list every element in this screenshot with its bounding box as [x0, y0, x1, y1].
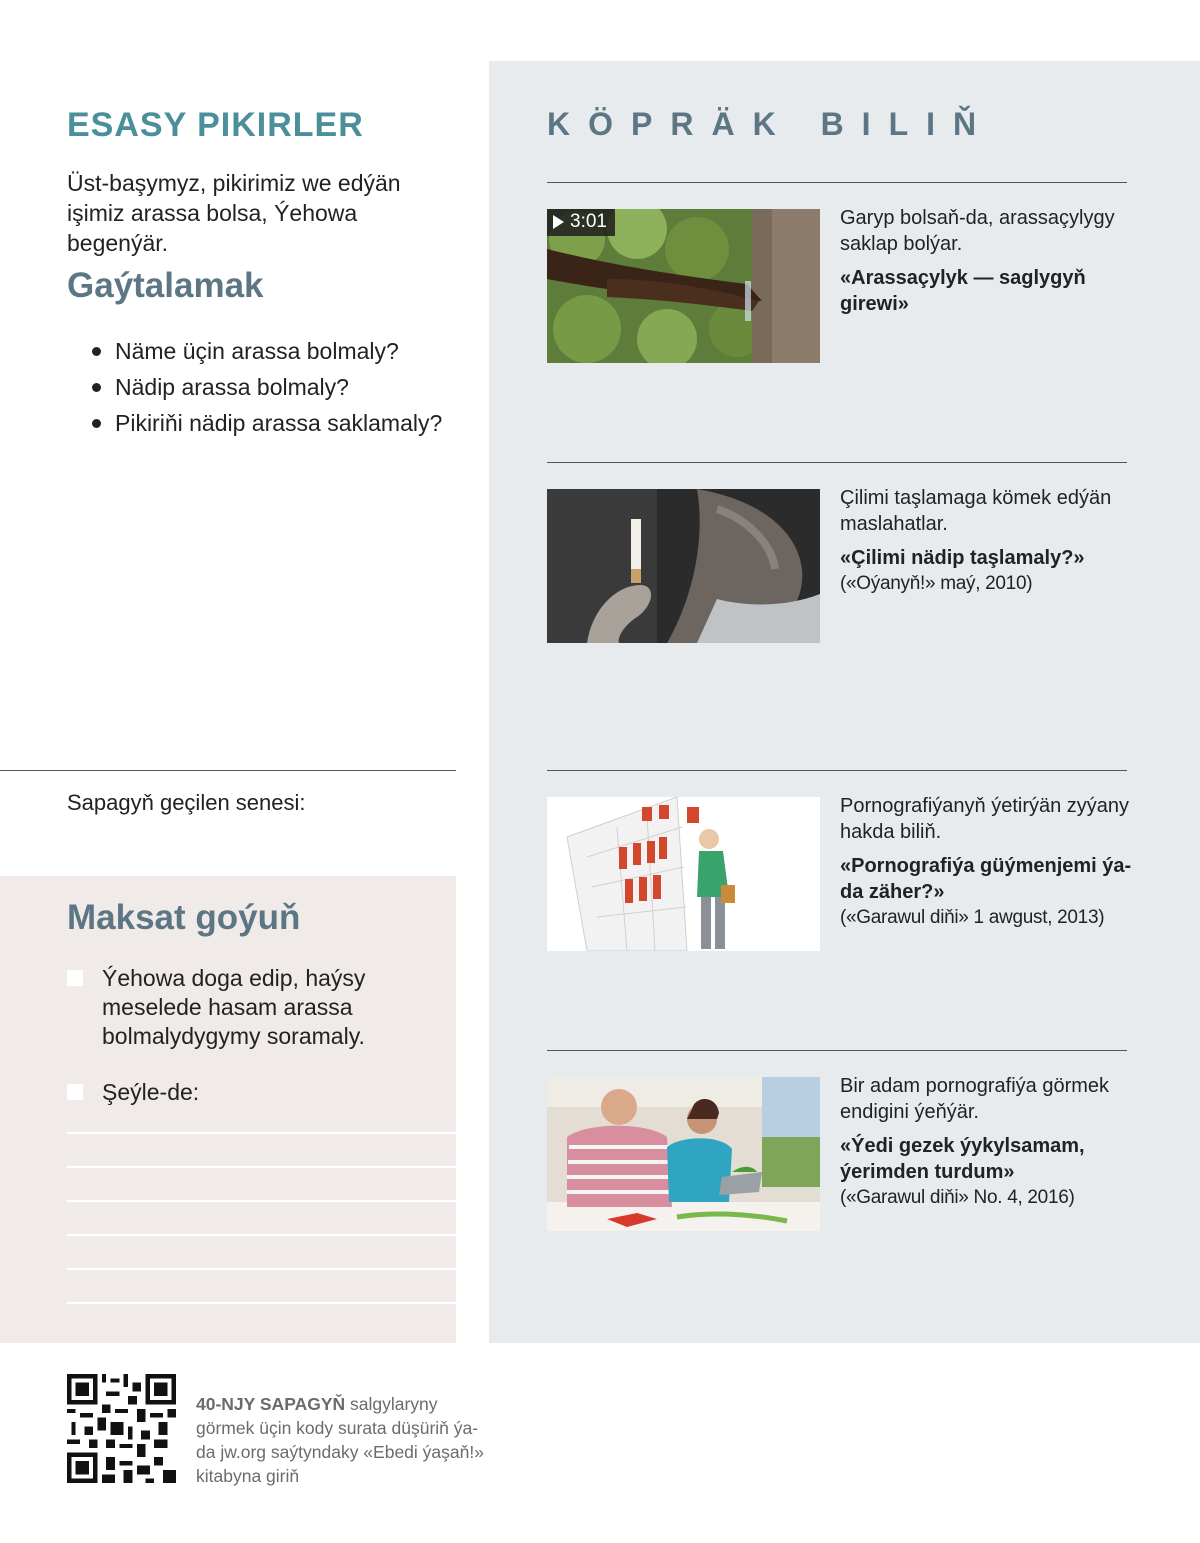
resource-title-link[interactable]: «Arassaçylyk — saglygyň girewi»	[840, 267, 1086, 315]
resource-description: Pornografiýanyň ýetirýän zyýany hakda biliň.	[840, 795, 1130, 843]
goal-item	[67, 964, 402, 1051]
resource-source: («Garawul diňi» No. 4, 2016)	[840, 1187, 1075, 1208]
resource-description: Çilimi taşlamaga kömek edýän maslahatlar.	[840, 487, 1112, 535]
review-question: Pikiriňi nädip arassa saklamaly?	[92, 405, 442, 441]
qr-code-icon	[67, 1374, 176, 1483]
write-in-line[interactable]	[67, 1166, 456, 1168]
resource-source: («Oýanyň!» maý, 2010)	[840, 573, 1033, 594]
write-in-line[interactable]	[67, 1200, 456, 1202]
learn-more-title: KÖPRÄK BILIŇ	[547, 106, 995, 142]
goal-item	[67, 1078, 402, 1107]
resource-text	[840, 205, 1135, 317]
divider	[547, 182, 1127, 183]
footer-lesson-label: 40-NJY SAPAGYŇ	[196, 1394, 346, 1414]
resource-text	[840, 793, 1135, 931]
bullet-icon	[92, 347, 101, 356]
resource-title-link[interactable]: «Çilimi nädip taşlamaly?»	[840, 547, 1085, 569]
write-in-line[interactable]	[67, 1302, 456, 1304]
footer-text: salgylaryny görmek üçin kody surata düşüriň ýa-da jw.org saýtyndaky «Ebedi ýaşaň!» kitabyna giriň	[196, 1394, 484, 1486]
resource-description: Garyp bolsaň-da, arassaçylygy saklap bolýar.	[840, 207, 1115, 255]
bullet-icon	[92, 383, 101, 392]
goal-title: Maksat goýuň	[67, 898, 301, 937]
resource-source: («Garawul diňi» 1 awgust, 2013)	[840, 907, 1105, 928]
write-in-line[interactable]	[67, 1234, 456, 1236]
article-thumbnail-pornography[interactable]	[547, 797, 820, 951]
article-thumbnail-cigarette[interactable]	[547, 489, 820, 643]
play-icon	[553, 215, 564, 229]
footer-note	[196, 1392, 486, 1488]
video-thumbnail-handwashing[interactable]	[547, 209, 820, 363]
article-thumbnail-kitchen[interactable]	[547, 1077, 820, 1231]
divider	[0, 770, 456, 771]
review-question: Näme üçin arassa bolmaly?	[92, 333, 442, 369]
goal-box	[0, 876, 456, 1343]
checkbox[interactable]	[67, 1084, 83, 1100]
review-question-list	[92, 333, 442, 441]
bullet-icon	[92, 419, 101, 428]
divider	[547, 462, 1127, 463]
couple-cooking-image	[547, 1077, 820, 1231]
review-question: Nädip arassa bolmaly?	[92, 369, 442, 405]
resource-text	[840, 1073, 1135, 1211]
qr-code[interactable]	[67, 1374, 176, 1483]
review-title: Gaýtalamak	[67, 266, 264, 305]
summary-text: Üst-başymyz, pikirimiz we edýän işimiz arassa bolsa, Ýehowa begenýär.	[67, 170, 401, 256]
goal-item-text: Ýehowa doga edip, haýsy meselede hasam arassa bolmalydygymy soramaly.	[102, 965, 366, 1049]
resource-title-link[interactable]: «Pornografiýa güýmenjemi ýa-da zäher?»	[840, 855, 1132, 903]
checkbox[interactable]	[67, 970, 83, 986]
write-in-line[interactable]	[67, 1268, 456, 1270]
cigarette-image	[547, 489, 820, 643]
resource-text	[840, 485, 1135, 597]
lesson-date-label: Sapagyň geçilen senesi:	[67, 790, 306, 815]
divider	[547, 770, 1127, 771]
summary-title: ESASY PIKIRLER	[67, 106, 364, 144]
divider	[547, 1050, 1127, 1051]
resource-title-link[interactable]: «Ýedi gezek ýykylsamam, ýerimden turdum»	[840, 1135, 1085, 1183]
write-in-line[interactable]	[67, 1132, 456, 1134]
man-at-shelf-image	[547, 797, 820, 951]
video-duration-badge: 3:01	[547, 209, 615, 236]
goal-item-text: Şeýle-de:	[102, 1079, 200, 1105]
resource-description: Bir adam pornografiýa görmek endigini ýeňýär.	[840, 1075, 1110, 1123]
